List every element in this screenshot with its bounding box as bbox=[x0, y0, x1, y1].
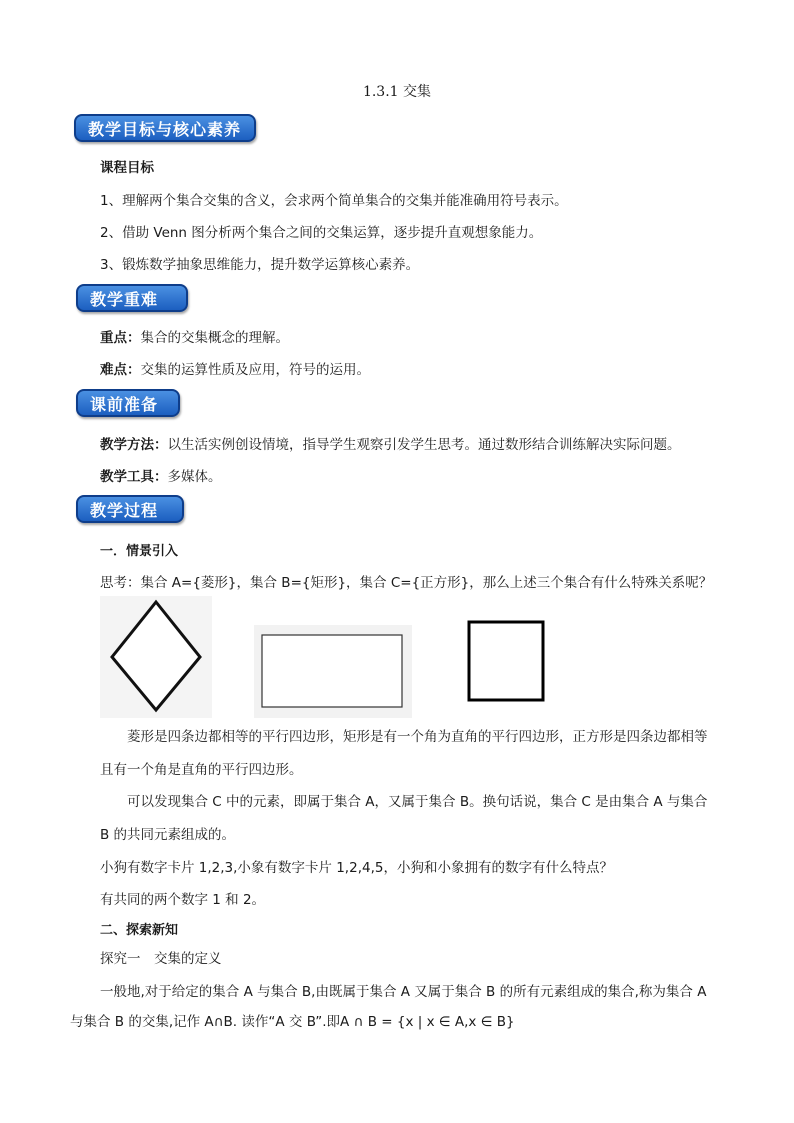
section-badge-keypoints: 教学重难点 bbox=[76, 284, 188, 312]
square-figure bbox=[464, 616, 548, 706]
key-point bbox=[100, 326, 289, 346]
paragraph-cards: 小狗有数字卡片 1,2,3,小象有数字卡片 1,2,4,5，小狗和小象拥有的数字有什么特点？ bbox=[100, 860, 613, 876]
teaching-tool bbox=[100, 465, 222, 485]
difficulty-point bbox=[100, 358, 370, 378]
tool-text: 多媒体。 bbox=[167, 469, 222, 485]
method-text: 以生活实例创设情境，指导学生观察引发学生思考。通过数形结合训练解决实际问题。 bbox=[167, 437, 681, 453]
paragraph-shapes: 菱形是四条边都相等的平行四边形，矩形是有一个角为直角的平行四边形，正方形是四条边都相等且有一个角是直角的平行四边形。 bbox=[100, 729, 708, 778]
tool-label: 教学工具： bbox=[100, 469, 168, 485]
section-badge-process: 教学过程 bbox=[76, 495, 184, 523]
section-badge-goals: 教学目标与核心素养 bbox=[74, 114, 256, 142]
key-point-text: 集合的交集概念的理解。 bbox=[140, 330, 289, 346]
subsection-heading-explore: 二、探索新知 bbox=[100, 923, 179, 938]
key-point-label: 重点： bbox=[100, 330, 141, 346]
paragraph-common: 有共同的两个数字 1 和 2。 bbox=[100, 892, 266, 908]
rectangle-figure bbox=[254, 625, 412, 718]
rhombus-figure bbox=[100, 596, 212, 718]
goals-heading: 课程目标 bbox=[100, 160, 154, 176]
difficulty-label: 难点： bbox=[100, 362, 141, 378]
definition-line-1: 一般地,对于给定的集合 A 与集合 B,由既属于集合 A 又属于集合 B 的所有元素组成的集合,称为集合 A bbox=[100, 984, 707, 1000]
goal-item: 2、借助 Venn 图分析两个集合之间的交集运算，逐步提升直观想象能力。 bbox=[100, 225, 543, 241]
difficulty-text: 交集的运算性质及应用，符号的运用。 bbox=[140, 362, 370, 378]
section-badge-prep: 课前准备 bbox=[76, 389, 180, 417]
page-title: 1.3.1 交集 bbox=[362, 84, 432, 100]
method-label: 教学方法： bbox=[100, 437, 168, 453]
subsection-heading-intro: 一．情景引入 bbox=[100, 544, 179, 559]
goal-item: 3、锻炼数学抽象思维能力，提升数学运算核心素养。 bbox=[100, 257, 420, 273]
teaching-method bbox=[100, 433, 681, 453]
goal-item: 1、理解两个集合交集的含义，会求两个简单集合的交集并能准确用符号表示。 bbox=[100, 193, 568, 209]
definition-line-2: 与集合 B 的交集,记作 A∩B. 读作“A 交 B”.即A ∩ B = {x | x ∈ A,x ∈ B} bbox=[70, 1014, 515, 1030]
think-question: 思考：集合 A={菱形}，集合 B={矩形}，集合 C={正方形}，那么上述三个集合有什么特殊关系呢？ bbox=[100, 575, 713, 591]
paragraph-set-c: 可以发现集合 C 中的元素，即属于集合 A，又属于集合 B。换句话说，集合 C 是由集合 A 与集合 B 的共同元素组成的。 bbox=[100, 794, 708, 843]
explore-heading: 探究一 交集的定义 bbox=[100, 951, 222, 967]
